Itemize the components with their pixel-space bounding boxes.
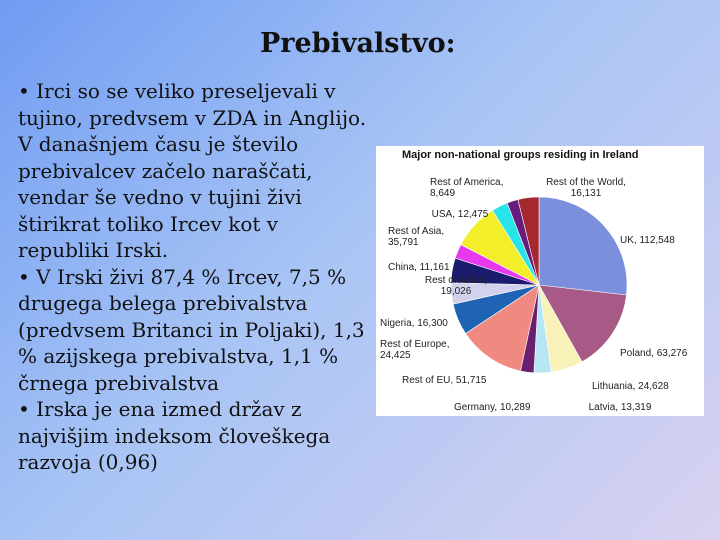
pie-chart [376,146,704,416]
slice-label-china: China, 11,161 [388,262,450,273]
slice-label-latvia: Latvia, 13,319 [588,402,652,413]
slice-label-germany: Germany, 10,289 [454,402,531,413]
chart-title: Major non-national groups residing in Ireland [402,149,639,161]
slice-label-rest-of-eu: Rest of EU, 51,715 [402,375,487,386]
bullet-emigration: • Irci so se veliko preseljevali v tujino, predvsem v ZDA in Anglijo. V današnjem času je število prebivalcev začelo naraščati, vendar še vedno v tujini živi štirikrat toliko Ircev kot v republiki Irski. [18,79,367,262]
bullet-population-composition: • V Irski živi 87,4 % Ircev, 7,5 % drugega belega prebivalstva (predvsem Britanci in Poljaki), 1,3 % azijskega prebivalstva, 1,1 % črnega prebivalstva [18,264,365,395]
slice-label-rest-of-africa: Rest of Africa, 19,026 [424,275,488,297]
slice-label-rest-of-america: Rest of America, 8,649 [430,177,504,199]
slice-label-poland: Poland, 63,276 [620,348,688,359]
slice-label-rest-of-europe: Rest of Europe, 24,425 [380,339,450,361]
slice-label-uk: UK, 112,548 [620,235,675,246]
slice-label-nigeria: Nigeria, 16,300 [380,318,448,329]
slice-label-rest-of-asia: Rest of Asia, 35,791 [388,226,445,248]
slice-label-rest-of-the-world: Rest of the World, 16,131 [546,177,626,199]
pie-slice-uk [539,197,627,295]
slide-title: Prebivalstvo: [260,28,456,59]
bullet-hdi: • Irska je ena izmed držav z najvišjim indeksom človeškega razvoja (0,96) [18,397,331,474]
slice-label-lithuania: Lithuania, 24,628 [592,381,669,392]
slide-body [18,78,368,476]
pie-chart-panel [376,146,704,416]
slice-label-usa: USA, 12,475 [431,209,489,220]
